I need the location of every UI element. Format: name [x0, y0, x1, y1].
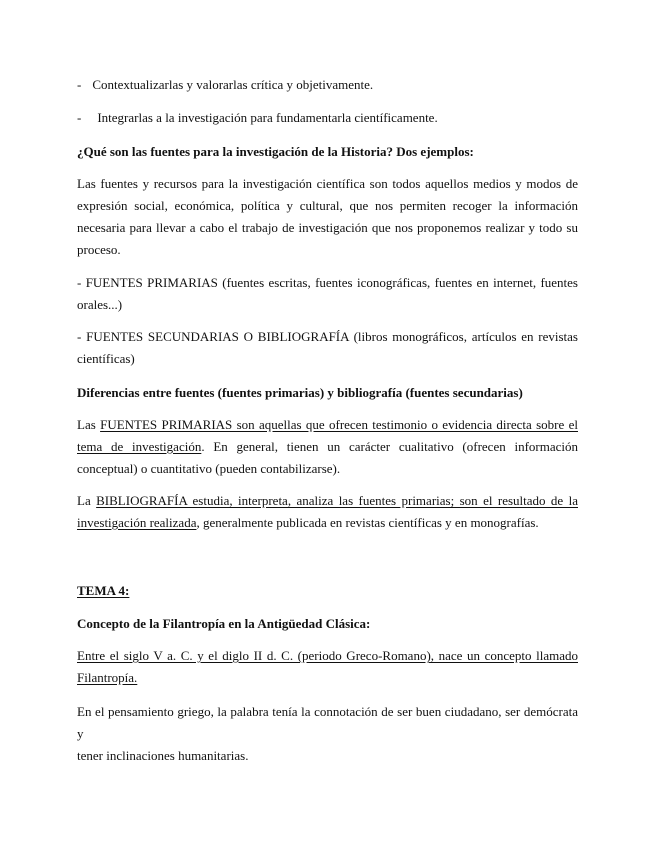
section-heading-fuentes: ¿Qué son las fuentes para la investigación de la Historia? Dos ejemplos: — [77, 144, 474, 159]
paragraph-primarias-definicion — [77, 414, 578, 480]
text-line: científicas) — [77, 351, 135, 366]
text-run: , generalmente publicada en revistas científicas y en monografías. — [196, 515, 539, 530]
bullet-text: Contextualizarlas y valorarlas crítica y objetivamente. — [92, 77, 374, 92]
paragraph-fuentes-secundarias — [77, 326, 578, 370]
paragraph-bibliografia-definicion — [77, 490, 578, 534]
text-line: necesaria para llevar a cabo el trabajo de investigación que nos proponemos realizar y todo su — [77, 220, 578, 235]
text-line — [77, 512, 578, 534]
underlined-text: BIBLIOGRAFÍA estudia, interpreta, analiza las fuentes primarias; son el resultado de la — [96, 493, 578, 508]
paragraph-fuentes-primarias — [77, 272, 578, 316]
text-line — [77, 490, 578, 512]
text-line: expresión social, económica, política y cultural, que nos permiten recoger la información — [77, 198, 578, 213]
underlined-text: Filantropía. — [77, 670, 138, 685]
text-line: orales...) — [77, 297, 123, 312]
bullet-item-1 — [77, 77, 578, 93]
text-run: La — [77, 493, 97, 508]
section-heading-filantropia: Concepto de la Filantropía en la Antigüedad Clásica: — [77, 616, 371, 631]
paragraph-filantropia-origen — [77, 645, 578, 689]
text-line: proceso. — [77, 242, 121, 257]
text-run: . En general, tienen un carácter cualitativo (ofrecen información — [201, 439, 578, 454]
text-line: - FUENTES SECUNDARIAS O BIBLIOGRAFÍA (libros monográficos, artículos en revistas — [77, 329, 578, 344]
bullet-dash: - — [77, 77, 82, 92]
text-line: En el pensamiento griego, la palabra tenía la connotación de ser buen ciudadano, ser demócrata y — [77, 704, 578, 741]
text-line — [77, 667, 578, 689]
paragraph-fuentes-recursos — [77, 173, 578, 261]
text-line: tener inclinaciones humanitarias. — [77, 748, 249, 763]
underlined-text: tema de investigación — [77, 439, 202, 454]
paragraph-pensamiento-griego — [77, 701, 578, 767]
text-line — [77, 436, 578, 458]
underlined-text: investigación realizada — [77, 515, 197, 530]
bullet-dash: - — [77, 110, 82, 125]
tema-heading: TEMA 4: — [77, 583, 130, 598]
bullet-item-2 — [77, 110, 578, 126]
text-run: Las — [77, 417, 101, 432]
text-line: - FUENTES PRIMARIAS (fuentes escritas, fuentes iconográficas, fuentes en internet, fuentes — [77, 275, 578, 290]
underlined-text: FUENTES PRIMARIAS son aquellas que ofrecen testimonio o evidencia directa sobre el — [100, 417, 578, 432]
section-heading-diferencias: Diferencias entre fuentes (fuentes primarias) y bibliografía (fuentes secundarias) — [77, 385, 523, 400]
text-line: conceptual) o cuantitativo (pueden contabilizarse). — [77, 461, 341, 476]
text-line — [77, 645, 578, 667]
text-line — [77, 414, 578, 436]
bullet-text: Integrarlas a la investigación para fundamentarla científicamente. — [97, 110, 438, 125]
underlined-text: Entre el siglo V a. C. y el diglo II d. C. (periodo Greco-Romano), nace un concepto llamado — [77, 648, 578, 663]
text-line: Las fuentes y recursos para la investigación científica son todos aquellos medios y modos de — [77, 176, 578, 191]
